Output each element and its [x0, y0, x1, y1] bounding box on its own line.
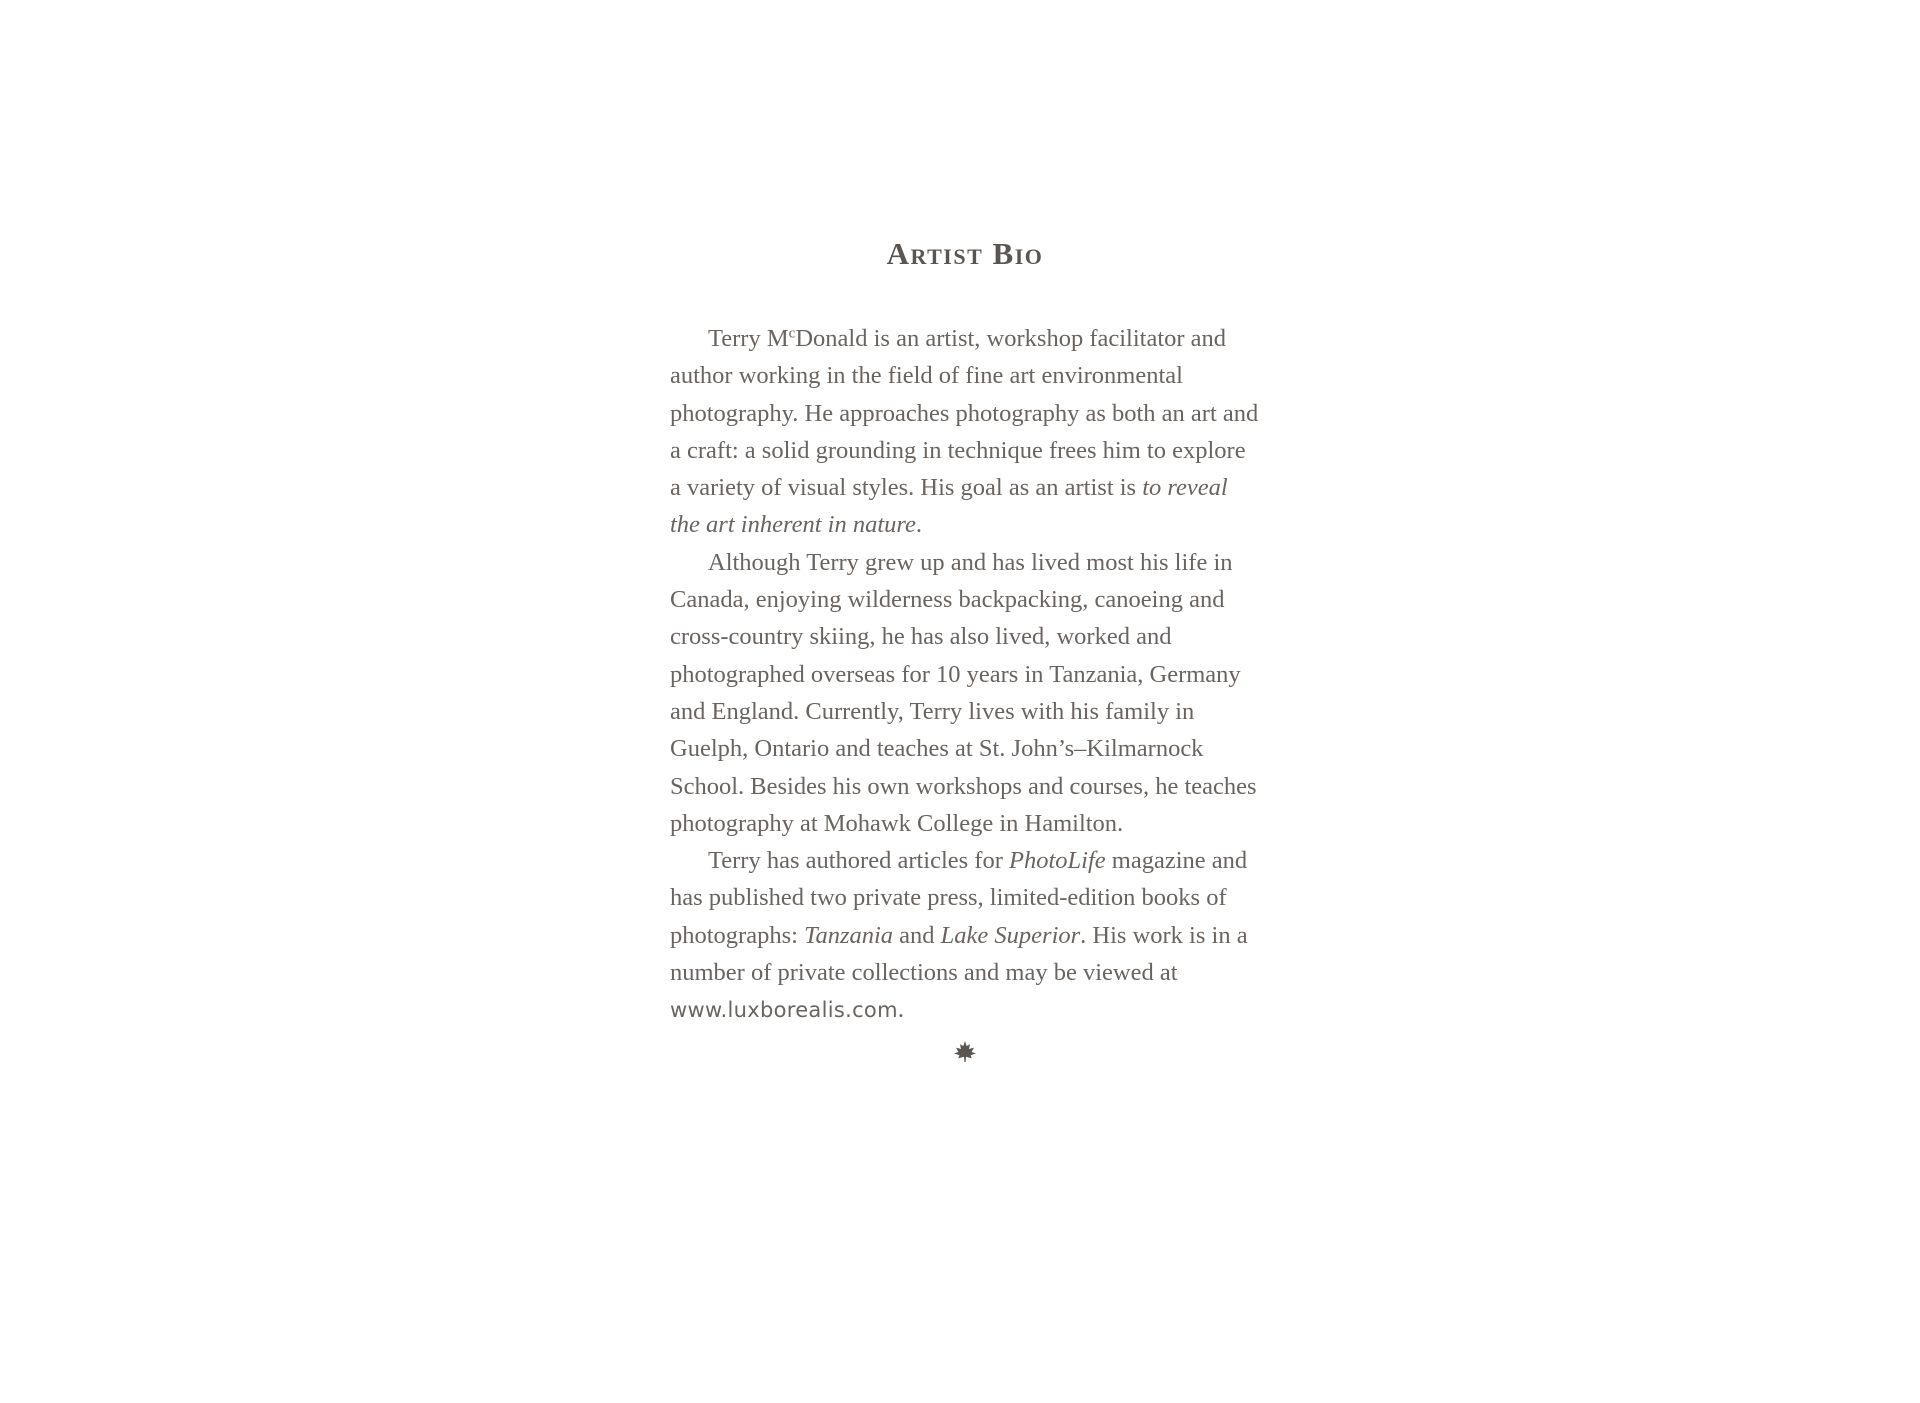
website-link[interactable]: www.luxborealis.com	[670, 998, 898, 1023]
book-title-lake-superior: Lake Superior	[940, 921, 1081, 949]
bio-p3-text-a: Terry has authored articles for	[708, 847, 1009, 875]
bio-paragraph-1	[670, 320, 1260, 544]
bio-p1-text-b: Donald is an artist, workshop facilitator and author working in the field of fine art environmental photography. He approaches photography as both an art and a craft: a solid grounding in technique frees him to explore a variety of visual styles. His goal as an artist is	[670, 325, 1259, 502]
bio-paragraph-2: Although Terry grew up and has lived most his life in Canada, enjoying wilderness backpacking, canoeing and cross-country skiing, he has also lived, worked and photographed overseas for 10 years in Tanzania, Germany and England. Currently, Terry lives with his family in Guelph, Ontario and teaches at St. John’s–Kilmarnock School. Besides his own workshops and courses, he teaches photography at Mohawk College in Hamilton.	[670, 548, 1257, 837]
bio-p3-text-b: magazine and has published two private press, limited-edition books of photographs:	[670, 847, 1248, 949]
artist-bio-page	[670, 232, 1260, 1068]
ornament	[670, 1040, 1260, 1068]
bio-p1-end: .	[915, 511, 922, 539]
bio-p1-goal-italic: to reveal the art inherent in nature	[670, 474, 1228, 539]
bio-p3-text-d: . His work is in a number of private collections and may be viewed at	[670, 921, 1248, 987]
magazine-title: PhotoLife	[1009, 847, 1106, 875]
bio-p3-text-c: and	[893, 921, 941, 949]
page-title: Artist Bio	[886, 236, 1044, 271]
bio-p1-superscript: c	[788, 324, 796, 342]
book-title-tanzania: Tanzania	[804, 921, 894, 949]
bio-paragraph-3	[670, 842, 1260, 1029]
maple-leaf-icon	[952, 1040, 978, 1064]
bio-p3-end: .	[897, 996, 904, 1024]
bio-p1-text-a: Terry M	[708, 325, 789, 352]
